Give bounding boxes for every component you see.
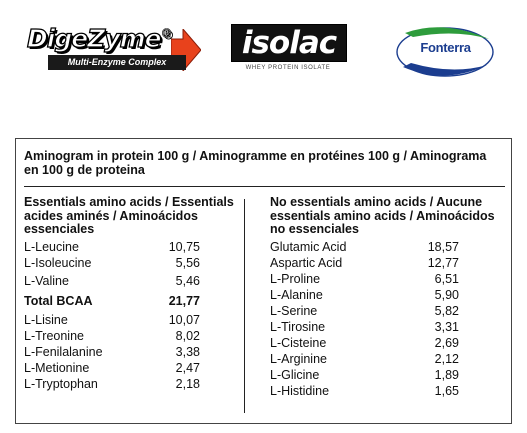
amino-acid-value: 18,57 [427,239,459,254]
non-essentials-column [270,195,506,398]
isolac-logo [231,24,347,80]
amino-acid-value: 5,90 [434,287,459,302]
amino-acid-name: L-Histidine [270,383,330,398]
amino-acid-value: 10,75 [168,239,200,254]
heading-divider [24,186,505,187]
amino-acid-name: L-Tirosine [270,319,326,334]
amino-acid-row [24,294,200,308]
amino-acid-value: 5,56 [175,255,200,270]
amino-acid-value: 1,65 [434,383,459,398]
amino-acid-value: 3,38 [175,344,200,359]
amino-acid-row [24,256,200,270]
amino-acid-value: 2,12 [434,351,459,366]
amino-acid-row [24,329,200,343]
amino-acid-name: L-Leucine [24,239,79,254]
fonterra-logo [393,23,498,81]
aminogram-panel [15,138,512,424]
amino-acid-row [270,336,459,350]
amino-acid-row [270,256,459,270]
amino-acid-name: L-Proline [270,271,321,286]
amino-acid-row [24,313,200,327]
essentials-column [24,195,234,391]
amino-acid-row [270,272,459,286]
amino-acid-row [270,384,459,398]
amino-acid-name: L-Isoleucine [24,255,92,270]
amino-acid-value: 8,02 [175,328,200,343]
aminogram-heading: Aminogram in protein 100 g / Aminogramme en protéines 100 g / Aminograma en 100 g de proteina [24,149,487,177]
amino-acid-value: 1,89 [434,367,459,382]
amino-acid-value: 12,77 [427,255,459,270]
amino-acid-name: L-Treonine [24,328,84,343]
isolac-wordmark: isolac [241,25,337,61]
amino-acid-value: 2,69 [434,335,459,350]
amino-acid-name: L-Arginine [270,351,327,366]
amino-acid-name: L-Cisteine [270,335,327,350]
amino-acid-value: 21,77 [168,293,200,308]
amino-acid-row [24,240,200,254]
amino-acid-value: 10,07 [168,312,200,327]
amino-acid-value: 6,51 [434,271,459,286]
amino-acid-row [270,304,459,318]
amino-acid-row [270,288,459,302]
amino-acid-row [24,274,200,288]
amino-acid-row [270,368,459,382]
non-essentials-title: No essentials amino acids / Aucune essentials amino acids / Aminoácidos no essenciales [270,195,495,236]
isolac-tagline: WHEY PROTEIN ISOLATE [245,65,331,71]
isolac-badge [231,24,347,62]
amino-acid-value: 3,31 [434,319,459,334]
amino-acid-name: L-Alanine [270,287,323,302]
digezyme-wordmark: DigeZyme® [27,24,172,53]
column-divider [244,199,245,413]
amino-acid-value: 2,18 [175,376,200,391]
amino-acid-name: Aspartic Acid [270,255,343,270]
amino-acid-row [24,361,200,375]
amino-acid-value: 5,82 [434,303,459,318]
fonterra-wordmark: Fonterra [420,40,471,55]
amino-acid-name: Total BCAA [24,293,93,308]
amino-acid-row [24,377,200,391]
amino-acid-row [270,240,459,254]
amino-acid-name: L-Metionine [24,360,90,375]
amino-acid-name: Glutamic Acid [270,239,347,254]
amino-acid-row [270,352,459,366]
amino-acid-name: L-Lisine [24,312,68,327]
amino-acid-name: L-Fenilalanine [24,344,103,359]
amino-acid-value: 5,46 [175,273,200,288]
amino-acid-name: L-Tryptophan [24,376,98,391]
essentials-title: Essentials amino acids / Essentials acides aminés / Aminoácidos essenciales [24,195,234,236]
amino-acid-name: L-Valine [24,273,69,288]
amino-acid-name: L-Glicine [270,367,320,382]
digezyme-logo [25,24,200,80]
amino-acid-value: 2,47 [175,360,200,375]
amino-acid-name: L-Serine [270,303,318,318]
amino-acid-row [24,345,200,359]
digezyme-tagline: Multi-Enzyme Complex [48,55,186,70]
amino-acid-row [270,320,459,334]
